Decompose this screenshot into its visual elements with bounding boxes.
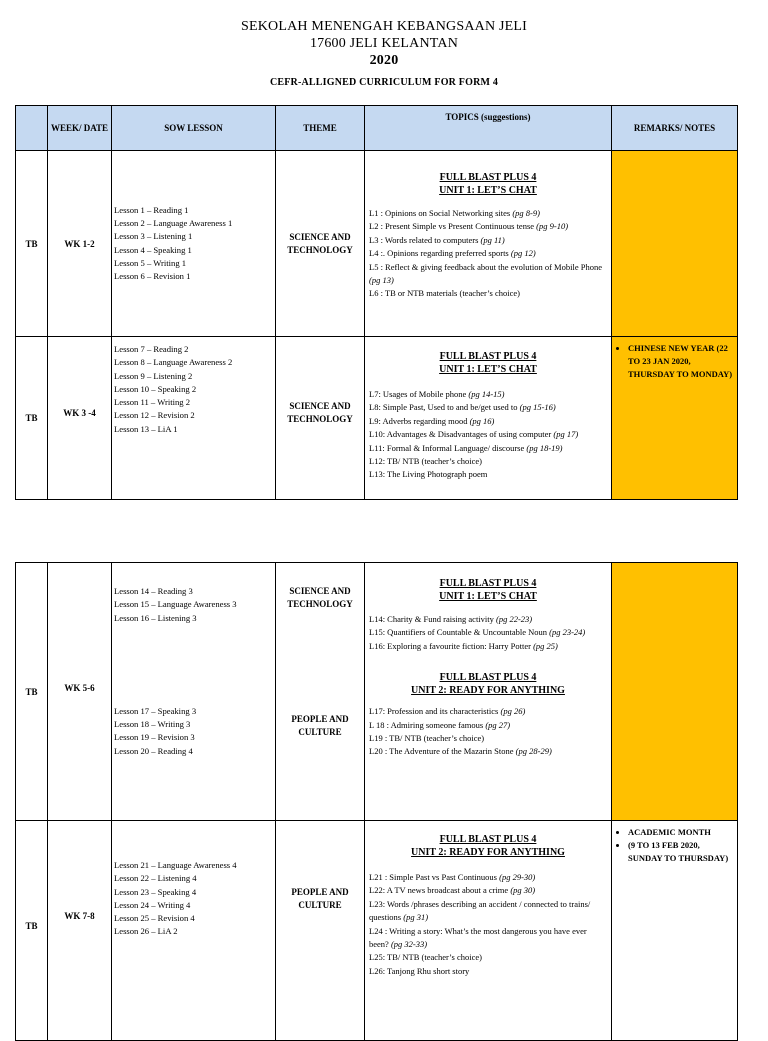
topic-item: L13: The Living Photograph poem	[369, 469, 488, 480]
table-row	[16, 821, 738, 1041]
lesson-item: Lesson 15 – Language Awareness 3	[114, 599, 237, 610]
lesson-item: Lesson 2 – Language Awareness 1	[114, 217, 233, 228]
theme-cell	[276, 337, 365, 500]
unit-title: FULL BLAST PLUS 4	[439, 351, 537, 362]
topic-item: L14: Charity & Fund raising activity (pg 22-23)	[369, 614, 533, 624]
week-cell: WK 1-2	[48, 151, 112, 337]
theme-line: TECHNOLOGY	[287, 599, 353, 609]
unit-name: UNIT 2: READY FOR ANYTHING	[411, 685, 565, 697]
table-row	[16, 337, 738, 500]
lessons-cell	[112, 151, 276, 337]
school-address: 17600 JELI KELANTAN	[309, 36, 459, 51]
tb-cell: TB	[16, 337, 48, 500]
theme-cell	[276, 563, 365, 821]
lesson-item: Lesson 26 – LiA 2	[114, 926, 178, 937]
theme-cell	[276, 821, 365, 1041]
curriculum-title: CEFR-ALLIGNED CURRICULUM FOR FORM 4	[269, 77, 499, 88]
topic-item: L25: TB/ NTB (teacher’s choice)	[369, 952, 482, 963]
lesson-item: Lesson 18 – Writing 3	[114, 719, 191, 730]
topic-item: L12: TB/ NTB (teacher’s choice)	[369, 456, 482, 467]
topic-item: L24 : Writing a story: What’s the most dangerous you have ever been? (pg 32-33)	[369, 925, 587, 950]
remark-item: • ACADEMIC MONTH	[628, 826, 733, 839]
theme-line: SCIENCE AND	[289, 231, 351, 242]
topic-item: L6 : TB or NTB materials (teacher’s choice)	[369, 288, 520, 299]
lesson-item: Lesson 5 – Writing 1	[114, 257, 187, 268]
topic-item: L7: Usages of Mobile phone (pg 14-15)	[369, 389, 505, 399]
lesson-item: Lesson 16 – Listening 3	[114, 612, 197, 623]
theme-line: CULTURE	[298, 727, 342, 737]
theme-line: PEOPLE AND	[291, 887, 349, 897]
topic-item: L10: Advantages & Disadvantages of using computer (pg 17)	[369, 429, 579, 440]
topic-item: L17: Profession and its characteristics (pg 26)	[369, 706, 526, 717]
remark-item: • CHINESE NEW YEAR (22 TO 23 JAN 2020, THURSDAY TO MONDAY)	[628, 342, 733, 381]
topic-item: L26: Tanjong Rhu short story	[369, 965, 470, 976]
lesson-item: Lesson 4 – Speaking 1	[114, 244, 192, 255]
lesson-item: Lesson 21 – Language Awareness 4	[114, 860, 237, 870]
table-row	[16, 563, 738, 821]
lesson-item: Lesson 22 – Listening 4	[114, 873, 197, 884]
scheme-of-work-table-1	[15, 105, 738, 500]
lesson-item: Lesson 24 – Writing 4	[114, 899, 191, 910]
week-cell: WK 3 -4	[48, 337, 112, 500]
unit-title: FULL BLAST PLUS 4	[439, 672, 537, 684]
topic-item: L16: Exploring a favourite fiction: Harry Potter (pg 25)	[369, 640, 558, 651]
lesson-item: Lesson 25 – Revision 4	[114, 913, 195, 924]
topic-item: L22: A TV news broadcast about a crime (pg 30)	[369, 885, 536, 896]
unit-name: UNIT 1: LET’S CHAT	[439, 185, 537, 196]
lesson-item: Lesson 9 – Listening 2	[114, 370, 193, 381]
topic-item: L5 : Reflect & giving feedback about the evolution of Mobile Phone (pg 13)	[369, 261, 602, 286]
school-name: SEKOLAH MENENGAH KEBANGSAAN JELI	[241, 19, 527, 34]
unit-title: FULL BLAST PLUS 4	[439, 172, 537, 183]
lesson-item: Lesson 19 – Revision 3	[114, 732, 195, 743]
lesson-item: Lesson 12 – Revision 2	[114, 410, 195, 421]
topic-item: L15: Quantifiers of Countable & Uncountable Noun (pg 23-24)	[369, 627, 586, 638]
lesson-item: Lesson 13 – LiA 1	[114, 423, 178, 434]
document-header	[0, 18, 768, 89]
lesson-item: Lesson 3 – Listening 1	[114, 231, 193, 242]
lessons-cell	[112, 337, 276, 500]
theme-line: SCIENCE AND	[289, 401, 351, 411]
topic-item: L9: Adverbs regarding mood (pg 16)	[369, 415, 495, 426]
week-cell: WK 7-8	[48, 821, 112, 1041]
topic-item: L1 : Opinions on Social Networking sites (pg 8-9)	[369, 208, 540, 218]
year: 2020	[369, 53, 399, 68]
topic-item: L20 : The Adventure of the Mazarin Stone (pg 28-29)	[369, 746, 552, 757]
unit-name: UNIT 2: READY FOR ANYTHING	[411, 847, 565, 858]
lesson-item: Lesson 8 – Language Awareness 2	[114, 357, 233, 368]
lesson-item: Lesson 23 – Speaking 4	[114, 886, 197, 897]
header-week: WEEK/ DATE	[48, 106, 112, 151]
unit-title: FULL BLAST PLUS 4	[439, 578, 537, 589]
header-theme: THEME	[276, 106, 365, 151]
remarks-list	[616, 342, 733, 381]
lesson-item: Lesson 17 – Speaking 3	[114, 705, 197, 716]
remarks-cell	[612, 151, 738, 337]
theme-cell	[276, 151, 365, 337]
unit-name: UNIT 1: LET’S CHAT	[439, 591, 537, 602]
topic-item: L4 :. Opinions regarding preferred sports (pg 12)	[369, 248, 536, 259]
remarks-cell	[612, 821, 738, 1041]
lesson-item: Lesson 1 – Reading 1	[114, 204, 189, 215]
theme-line: CULTURE	[298, 900, 342, 910]
header-sow: SOW LESSON	[112, 106, 276, 151]
topics-cell	[365, 563, 612, 821]
topics-cell	[365, 337, 612, 500]
remark-item: • (9 TO 13 FEB 2020, SUNDAY TO THURSDAY)	[628, 839, 733, 865]
theme-line: TECHNOLOGY	[287, 414, 353, 424]
unit-title: FULL BLAST PLUS 4	[439, 834, 537, 845]
table-row	[16, 151, 738, 337]
topic-item: L 18 : Admiring someone famous (pg 27)	[369, 719, 511, 730]
header-blank	[16, 106, 48, 151]
tb-cell: TB	[16, 821, 48, 1041]
topic-item: L21 : Simple Past vs Past Continuous (pg 29-30)	[369, 872, 536, 882]
topics-cell	[365, 151, 612, 337]
lesson-item: Lesson 11 – Writing 2	[114, 397, 191, 408]
remarks-cell	[612, 337, 738, 500]
tb-cell: TB	[16, 151, 48, 337]
topics-cell	[365, 821, 612, 1041]
lesson-item: Lesson 20 – Reading 4	[114, 745, 193, 756]
theme-line: TECHNOLOGY	[287, 244, 353, 255]
lessons-cell	[112, 821, 276, 1041]
header-topics: TOPICS (suggestions)	[365, 106, 612, 151]
header-remarks: REMARKS/ NOTES	[612, 106, 738, 151]
topic-item: L11: Formal & Informal Language/ discourse (pg 18-19)	[369, 442, 563, 453]
lesson-item: Lesson 14 – Reading 3	[114, 586, 193, 596]
remarks-cell	[612, 563, 738, 821]
lesson-item: Lesson 7 – Reading 2	[114, 344, 189, 354]
remarks-list	[616, 826, 733, 865]
table-header-row	[16, 106, 738, 151]
tb-cell: TB	[16, 563, 48, 821]
topic-item: L3 : Words related to computers (pg 11)	[369, 234, 505, 245]
lesson-item: Lesson 10 – Speaking 2	[114, 383, 197, 394]
topic-item: L8: Simple Past, Used to and be/get used to (pg 15-16)	[369, 402, 556, 413]
theme-line: PEOPLE AND	[291, 714, 349, 724]
lessons-cell	[112, 563, 276, 821]
theme-line: SCIENCE AND	[289, 586, 351, 596]
unit-name: UNIT 1: LET’S CHAT	[439, 364, 537, 375]
topic-item: L19 : TB/ NTB (teacher’s choice)	[369, 733, 485, 744]
topic-item: L2 : Present Simple vs Present Continuous tense (pg 9-10)	[369, 221, 569, 232]
topic-item: L23: Words /phrases describing an accident / connected to trains/ questions (pg 31)	[369, 898, 591, 923]
lesson-item: Lesson 6 – Revision 1	[114, 271, 191, 282]
scheme-of-work-table-2	[15, 562, 738, 1041]
week-cell: WK 5-6	[48, 563, 112, 821]
